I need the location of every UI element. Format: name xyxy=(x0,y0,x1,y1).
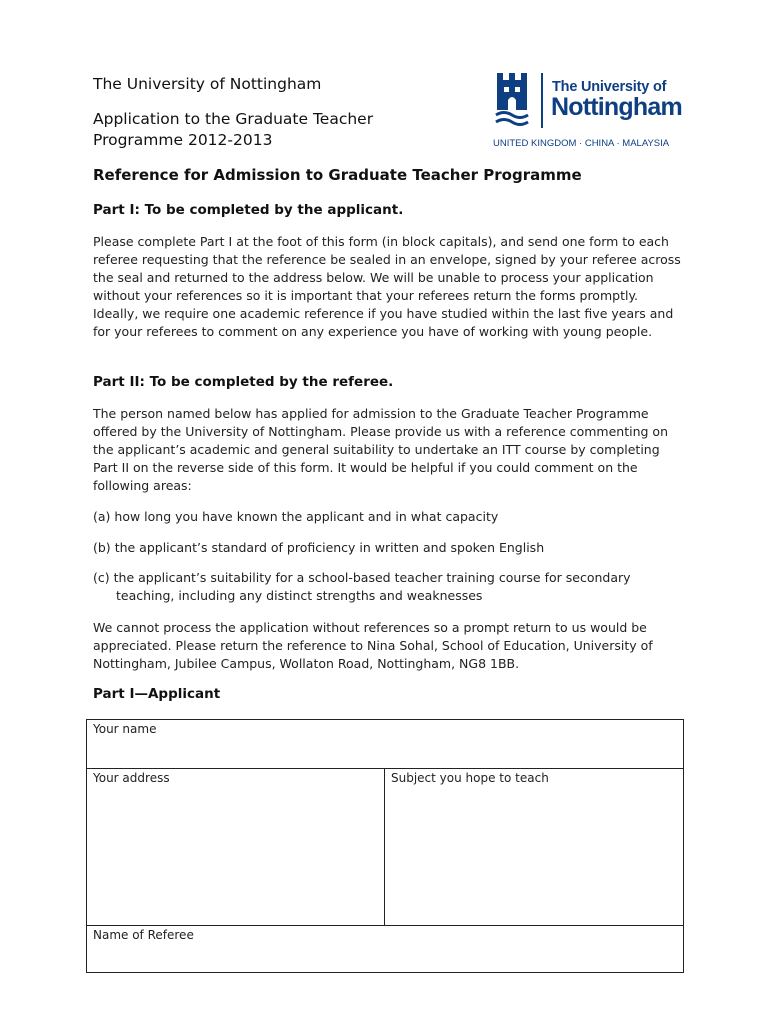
list-item-label: (b) xyxy=(93,540,111,555)
subject-label: Subject you hope to teach xyxy=(391,771,549,785)
logo-divider xyxy=(541,73,543,128)
document-title: Reference for Admission to Graduate Teacher Programme xyxy=(93,166,582,184)
list-item-text: how long you have known the applicant and in what capacity xyxy=(114,509,499,524)
applicant-form-table xyxy=(86,719,684,973)
university-name: The University of Nottingham xyxy=(93,75,322,93)
list-item-text: the applicant’s suitability for a school-based teacher training course for secondary xyxy=(113,570,631,585)
application-title xyxy=(93,109,453,151)
university-logo xyxy=(492,70,692,152)
list-item-label: (c) xyxy=(93,570,110,585)
list-item-label: (a) xyxy=(93,509,111,524)
referee-name-field[interactable] xyxy=(87,926,684,973)
list-item-c xyxy=(93,569,683,605)
application-title-line2: Programme 2012-2013 xyxy=(93,131,273,149)
subject-field[interactable] xyxy=(385,769,684,926)
part2-body: The person named below has applied for admission to the Graduate Teacher Programme offered by the University of Nottingham. Please provide us with a reference commenting on the applicant’s academic and general suitability to undertake an ITT course by completing Part II on the reverse side of this form. It would be helpful if you could comment on the following areas: xyxy=(93,406,668,493)
return-instructions: We cannot process the application without references so a prompt return to us would be appreciated. Please return the reference to Nina Sohal, School of Education, University of Nottingham, Jubilee Campus, Wollaton Road, Nottingham, NG8 1BB. xyxy=(93,620,653,671)
logo-text-line2: Nottingham xyxy=(551,93,682,121)
list-item-b xyxy=(93,539,683,557)
applicant-section-heading: Part I—Applicant xyxy=(93,686,221,702)
logo-tagline: UNITED KINGDOM · CHINA · MALAYSIA xyxy=(493,138,670,149)
referee-name-label: Name of Referee xyxy=(93,928,194,942)
list-item-a xyxy=(93,508,683,526)
logo-text-line1: The University of xyxy=(552,79,667,95)
castle-crest-icon xyxy=(492,70,532,130)
list-item-text-continued: teaching, including any distinct strengths and weaknesses xyxy=(116,588,483,603)
list-item-text: the applicant’s standard of proficiency in written and spoken English xyxy=(114,540,545,555)
part1-heading: Part I: To be completed by the applicant. xyxy=(93,202,404,218)
your-name-field[interactable] xyxy=(87,720,684,769)
part1-body: Please complete Part I at the foot of this form (in block capitals), and send one form to each referee requesting that the reference be sealed in an envelope, signed by your referee across the seal and returned to the address below. We will be unable to process your application without your references so it is important that your referees return the forms promptly. Ideally, we require one academic reference if you have studied within the last five years and for your referees to comment on any experience you have of working with young people. xyxy=(93,234,681,339)
your-name-label: Your name xyxy=(93,722,157,736)
your-address-field[interactable] xyxy=(87,769,385,926)
part2-heading: Part II: To be completed by the referee. xyxy=(93,374,394,390)
application-title-line1: Application to the Graduate Teacher xyxy=(93,110,374,128)
your-address-label: Your address xyxy=(93,771,170,785)
